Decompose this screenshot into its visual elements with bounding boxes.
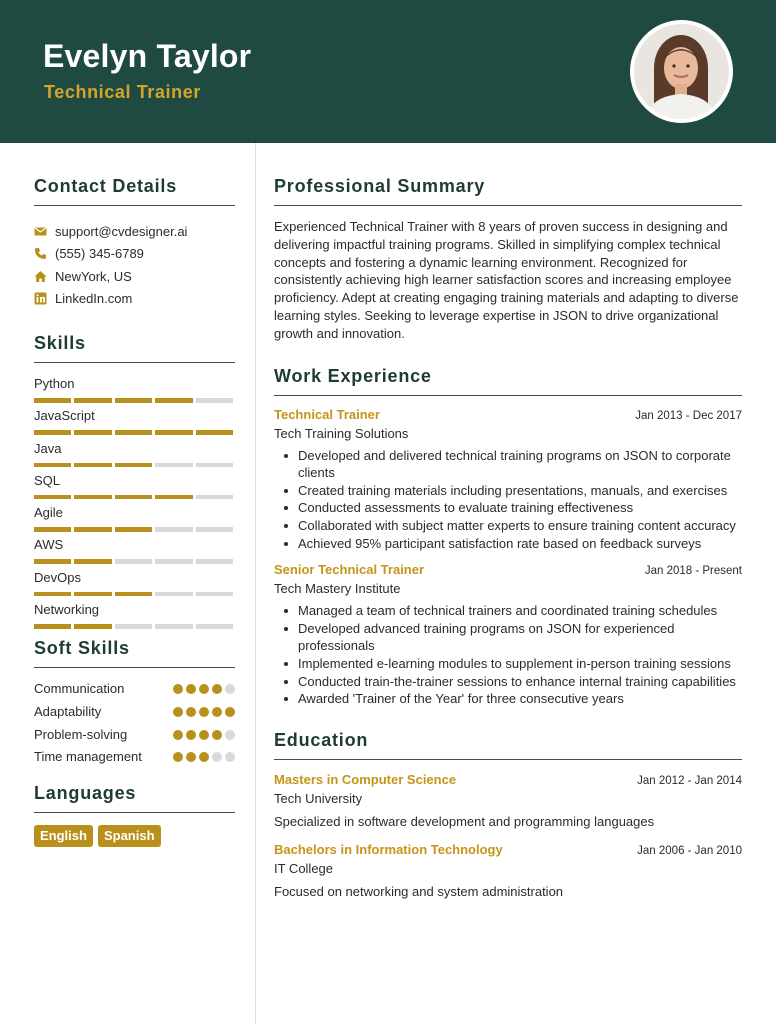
- left-column: [34, 143, 235, 847]
- skill-item: [34, 375, 235, 407]
- soft-skill-item: [34, 726, 235, 743]
- skill-level-segment: [115, 495, 152, 500]
- skill-level-segment: [155, 398, 192, 403]
- experience-heading: Work Experience: [274, 366, 742, 396]
- soft-skills-heading: Soft Skills: [34, 638, 235, 668]
- education-date: Jan 2006 - Jan 2010: [637, 845, 742, 858]
- skill-level-bar: [34, 624, 235, 629]
- email-icon: [34, 225, 47, 238]
- skill-level-segment: [115, 592, 152, 597]
- contact-section: [34, 176, 235, 310]
- skill-level-segment: [115, 398, 152, 403]
- skill-level-segment: [74, 559, 111, 564]
- skill-item: [34, 472, 235, 504]
- soft-skill-name: Adaptability: [34, 704, 102, 720]
- rating-dot: [225, 730, 235, 740]
- contact-email-text: support@cvdesigner.ai: [55, 223, 188, 239]
- skill-level-segment: [196, 527, 233, 532]
- skill-level-segment: [34, 430, 71, 435]
- contact-email[interactable]: [34, 220, 235, 243]
- skill-level-segment: [196, 624, 233, 629]
- contact-phone-text: (555) 345-6789: [55, 246, 144, 262]
- skill-level-segment: [74, 495, 111, 500]
- job-entry: [274, 407, 742, 553]
- skill-level-bar: [34, 495, 235, 500]
- job-bullets: [274, 447, 742, 553]
- skill-level-segment: [155, 559, 192, 564]
- languages-section: [34, 783, 235, 847]
- contact-location-text: NewYork, US: [55, 268, 132, 284]
- soft-skill-item: [34, 748, 235, 765]
- contact-list: [34, 220, 235, 310]
- skill-level-segment: [155, 592, 192, 597]
- school-name: IT College: [274, 861, 334, 877]
- skill-name: Networking: [34, 602, 100, 618]
- job-date: Jan 2013 - Dec 2017: [635, 409, 742, 422]
- job-title: Senior Technical Trainer: [274, 562, 425, 578]
- languages-list: [34, 825, 235, 847]
- skill-level-bar: [34, 398, 235, 403]
- job-company: Tech Training Solutions: [274, 425, 409, 441]
- soft-skill-name: Communication: [34, 681, 125, 697]
- skill-level-segment: [34, 559, 71, 564]
- skill-name: Java: [34, 440, 62, 456]
- education-description: Focused on networking and system administration: [274, 884, 564, 900]
- education-header: [274, 772, 742, 787]
- resume-header: [0, 0, 776, 143]
- contact-heading: Contact Details: [34, 176, 235, 206]
- soft-skill-rating: [173, 748, 235, 762]
- skill-level-segment: [34, 495, 71, 500]
- profile-photo-image: [634, 24, 729, 119]
- soft-skill-rating: [173, 680, 235, 694]
- education-entry: [274, 772, 742, 831]
- job-company: Tech Mastery Institute: [274, 581, 401, 597]
- skill-name: Python: [34, 376, 75, 391]
- rating-dot: [186, 707, 196, 717]
- soft-skill-item: [34, 703, 235, 720]
- skill-name: AWS: [34, 537, 64, 553]
- profile-photo: [630, 20, 733, 123]
- rating-dot: [199, 730, 209, 740]
- job-bullet: Conducted train-the-trainer sessions to enhance internal training capabilities: [274, 673, 742, 691]
- skill-level-segment: [74, 624, 111, 629]
- skill-item: [34, 569, 235, 601]
- rating-dot: [199, 684, 209, 694]
- degree-title: Masters in Computer Science: [274, 771, 457, 787]
- skill-level-segment: [34, 398, 71, 403]
- languages-heading: Languages: [34, 783, 235, 813]
- summary-heading: Professional Summary: [274, 176, 742, 206]
- rating-dot: [173, 752, 183, 762]
- rating-dot: [199, 707, 209, 717]
- skill-level-segment: [74, 430, 111, 435]
- contact-phone[interactable]: [34, 243, 235, 266]
- job-bullets: [274, 602, 742, 708]
- skill-level-segment: [34, 463, 71, 468]
- skill-level-segment: [74, 398, 111, 403]
- skill-level-segment: [74, 463, 111, 468]
- skills-heading: Skills: [34, 333, 235, 363]
- candidate-title: Technical Trainer: [44, 82, 201, 102]
- rating-dot: [225, 752, 235, 762]
- job-bullet: Managed a team of technical trainers and coordinated training schedules: [274, 602, 742, 620]
- job-bullet: Implemented e-learning modules to supplement in-person training sessions: [274, 655, 742, 673]
- education-section: [274, 730, 742, 901]
- candidate-name: Evelyn Taylor: [43, 38, 252, 74]
- job-bullet: Collaborated with subject matter experts to ensure training content accuracy: [274, 517, 742, 535]
- soft-skills-list: [34, 680, 235, 765]
- rating-dot: [212, 707, 222, 717]
- education-header: [274, 842, 742, 857]
- skill-level-segment: [155, 624, 192, 629]
- job-header: [274, 562, 742, 577]
- experience-section: [274, 366, 742, 708]
- skill-item: [34, 504, 235, 536]
- school-name: Tech University: [274, 790, 363, 806]
- rating-dot: [186, 752, 196, 762]
- skill-level-segment: [196, 592, 233, 597]
- skill-level-segment: [196, 495, 233, 500]
- soft-skills-section: [34, 638, 235, 765]
- column-divider: [255, 143, 256, 1024]
- rating-dot: [186, 730, 196, 740]
- job-header: [274, 407, 742, 422]
- skill-item: [34, 440, 235, 472]
- rating-dot: [225, 707, 235, 717]
- phone-icon: [34, 247, 47, 260]
- education-heading: Education: [274, 730, 742, 760]
- skill-item: [34, 536, 235, 568]
- skill-level-bar: [34, 463, 235, 468]
- skill-level-bar: [34, 592, 235, 597]
- linkedin-icon: [34, 292, 47, 305]
- skill-level-segment: [74, 527, 111, 532]
- rating-dot: [212, 730, 222, 740]
- job-bullet: Created training materials including presentations, manuals, and exercises: [274, 482, 742, 500]
- skill-level-segment: [196, 430, 233, 435]
- rating-dot: [173, 684, 183, 694]
- contact-linkedin[interactable]: [34, 288, 235, 311]
- skill-level-segment: [155, 495, 192, 500]
- skill-level-segment: [155, 430, 192, 435]
- skill-name: SQL: [34, 472, 61, 488]
- skills-section: [34, 333, 235, 633]
- contact-location: [34, 265, 235, 288]
- skill-level-bar: [34, 430, 235, 435]
- skill-level-bar: [34, 527, 235, 532]
- skill-name: Agile: [34, 505, 63, 521]
- language-tag: Spanish: [98, 825, 161, 847]
- home-icon: [34, 270, 47, 283]
- skill-level-segment: [115, 559, 152, 564]
- skill-level-segment: [155, 463, 192, 468]
- skill-name: JavaScript: [34, 408, 95, 424]
- soft-skill-name: Time management: [34, 749, 142, 765]
- rating-dot: [173, 730, 183, 740]
- skill-level-segment: [115, 527, 152, 532]
- skill-item: [34, 601, 235, 633]
- summary-text: Experienced Technical Trainer with 8 years of proven success in designing and delivering impactful training programs. Skilled in simplifying complex technical concepts and fostering a dynamic learning environment. Recognized for consistently achieving high learner satisfaction scores and increasing employee proficiency. Adept at creating engaging training materials and adapting to diverse learning styles. Seeking to leverage expertise in JSON to drive organizational growth and innovation.: [274, 219, 739, 341]
- job-bullet: Developed and delivered technical training programs on JSON to corporate clients: [274, 447, 742, 482]
- rating-dot: [225, 684, 235, 694]
- contact-linkedin-text: LinkedIn.com: [55, 291, 133, 307]
- skill-level-segment: [34, 624, 71, 629]
- skills-list: [34, 375, 235, 633]
- job-bullet: Awarded 'Trainer of the Year' for three consecutive years: [274, 690, 742, 708]
- rating-dot: [199, 752, 209, 762]
- education-description: Specialized in software development and programming languages: [274, 813, 655, 829]
- skill-level-segment: [155, 527, 192, 532]
- job-bullet: Achieved 95% participant satisfaction rate based on feedback surveys: [274, 535, 742, 553]
- skill-level-segment: [115, 430, 152, 435]
- skill-level-segment: [34, 527, 71, 532]
- skill-level-bar: [34, 559, 235, 564]
- job-title: Technical Trainer: [274, 406, 380, 422]
- skill-level-segment: [34, 592, 71, 597]
- soft-skill-rating: [173, 726, 235, 740]
- education-entry: [274, 842, 742, 901]
- summary-section: [274, 176, 742, 343]
- rating-dot: [212, 752, 222, 762]
- skill-level-segment: [196, 463, 233, 468]
- skill-name: DevOps: [34, 569, 81, 585]
- skill-item: [34, 407, 235, 439]
- rating-dot: [173, 707, 183, 717]
- soft-skill-rating: [173, 703, 235, 717]
- skill-level-segment: [115, 624, 152, 629]
- skill-level-segment: [115, 463, 152, 468]
- soft-skill-name: Problem-solving: [34, 726, 128, 742]
- rating-dot: [186, 684, 196, 694]
- job-bullet: Conducted assessments to evaluate training effectiveness: [274, 499, 742, 517]
- soft-skill-item: [34, 680, 235, 697]
- skill-level-segment: [196, 398, 233, 403]
- skill-level-segment: [74, 592, 111, 597]
- education-date: Jan 2012 - Jan 2014: [637, 774, 742, 787]
- degree-title: Bachelors in Information Technology: [274, 842, 503, 858]
- job-bullet: Developed advanced training programs on JSON for experienced professionals: [274, 620, 742, 655]
- job-date: Jan 2018 - Present: [644, 565, 742, 578]
- rating-dot: [212, 684, 222, 694]
- job-entry: [274, 562, 742, 708]
- language-tag: English: [34, 825, 93, 847]
- skill-level-segment: [196, 559, 233, 564]
- right-column: [274, 143, 742, 901]
